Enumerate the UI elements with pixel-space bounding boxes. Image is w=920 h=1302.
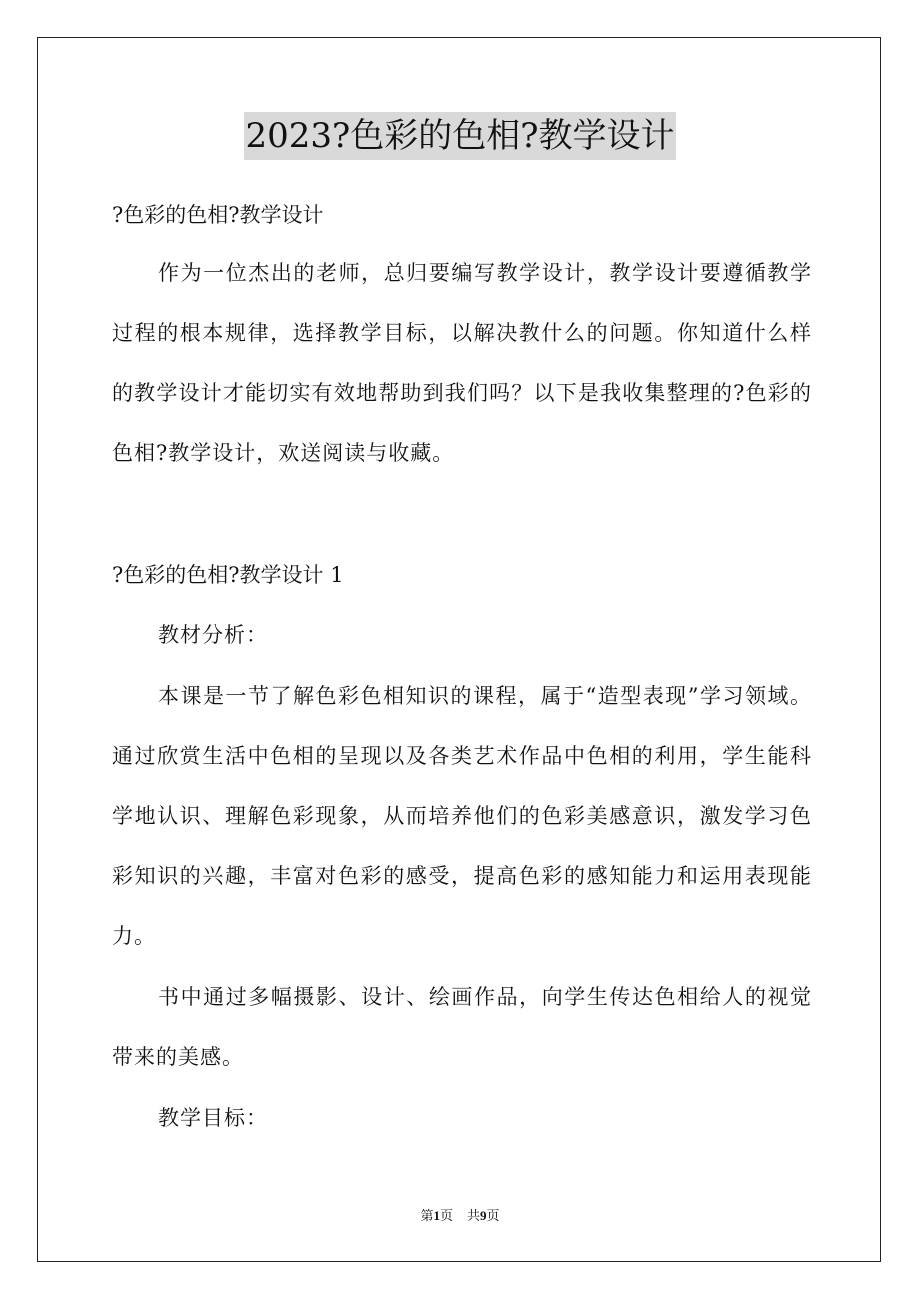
footer-total-pages: 9: [480, 1208, 487, 1223]
footer-page-prefix: 第: [420, 1209, 434, 1224]
footer-page-number: 1: [433, 1208, 440, 1223]
book-paragraph: 书中通过多幅摄影、设计、绘画作品，向学生传达色相给人的视觉带来的美感。: [112, 985, 812, 1069]
page-footer: [0, 1207, 920, 1226]
footer-total-suffix: 页: [486, 1209, 500, 1224]
title-container: [0, 112, 920, 160]
analysis-label: 教材分析：: [158, 623, 268, 647]
goals-label: 教学目标：: [158, 1106, 268, 1130]
section-heading: ?色彩的色相?教学设计 1: [112, 563, 344, 587]
intro-paragraph: 作为一位杰出的老师，总归要编写教学设计，教学设计要遵循教学过程的根本规律，选择教学目标，以解决教什么的问题。你知道什么样的教学设计才能切实有效地帮助到我们吗？以下是我收集整理的?色彩的色相?教学设计，欢送阅读与收藏。: [112, 261, 812, 465]
document-subtitle: ?色彩的色相?教学设计: [112, 203, 324, 227]
footer-page-suffix: 页: [439, 1209, 453, 1224]
footer-total-prefix: 共: [467, 1209, 481, 1224]
document-title: 2023?色彩的色相?教学设计: [244, 112, 677, 160]
analysis-paragraph: 本课是一节了解色彩色相知识的课程，属于“造型表现”学习领域。通过欣赏生活中色相的呈现以及各类艺术作品中色相的利用，学生能科学地认识、理解色彩现象，从而培养他们的色彩美感意识，激发学习色彩知识的兴趣，丰富对色彩的感受，提高色彩的感知能力和运用表现能力。: [112, 684, 812, 948]
